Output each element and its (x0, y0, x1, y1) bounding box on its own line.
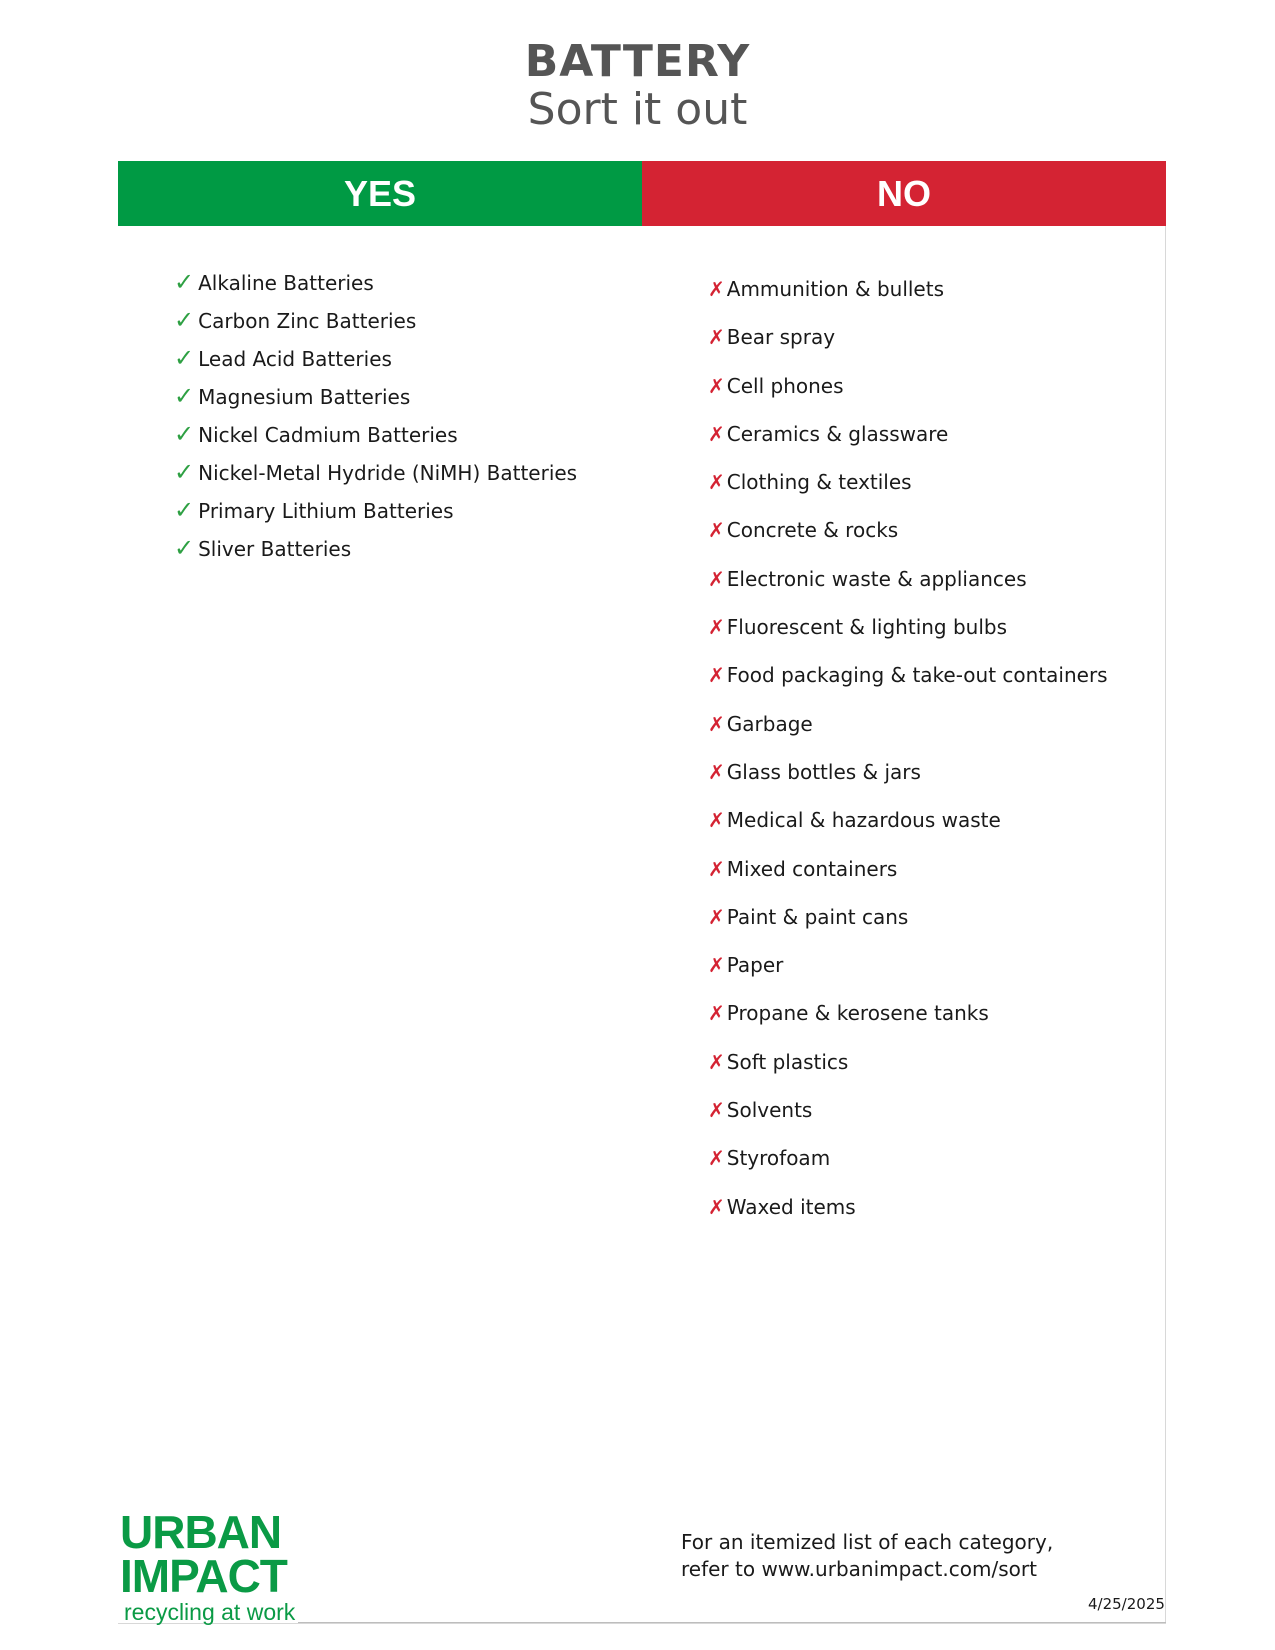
cross-icon: ✗ (708, 470, 725, 495)
no-list-item (708, 893, 1108, 941)
no-list-item (708, 555, 1108, 603)
checkmark-icon: ✓ (174, 306, 195, 334)
no-item-label: Mixed containers (726, 856, 898, 881)
no-list-item (708, 362, 1108, 410)
cross-icon: ✗ (708, 421, 725, 446)
yes-item-label: Lead Acid Batteries (198, 347, 392, 371)
cross-icon: ✗ (708, 1001, 725, 1026)
yes-list-item (174, 339, 577, 377)
no-list-item (708, 1134, 1108, 1182)
yes-list-item (174, 453, 577, 491)
yes-item-label: Sliver Batteries (198, 537, 352, 561)
cross-icon: ✗ (708, 615, 725, 640)
no-item-label: Styrofoam (726, 1146, 831, 1171)
yes-item-label: Primary Lithium Batteries (198, 499, 454, 523)
yes-item-label: Nickel Cadmium Batteries (198, 423, 458, 447)
no-list-item (708, 989, 1108, 1037)
cross-icon: ✗ (708, 759, 725, 784)
yes-item-label: Magnesium Batteries (198, 385, 411, 409)
checkmark-icon: ✓ (174, 344, 195, 372)
no-item-label: Cell phones (726, 373, 844, 398)
cross-icon: ✗ (708, 1194, 725, 1219)
logo-line-impact: IMPACT (120, 1550, 287, 1602)
cross-icon: ✗ (708, 711, 725, 736)
yes-item-label: Alkaline Batteries (198, 271, 374, 295)
no-item-label: Clothing & textiles (726, 470, 912, 495)
no-item-label: Soft plastics (726, 1049, 849, 1074)
urban-impact-logo (120, 1506, 300, 1626)
no-list-item (708, 603, 1108, 651)
checkmark-icon: ✓ (174, 382, 195, 410)
cross-icon: ✗ (708, 1098, 725, 1123)
no-list (708, 265, 1108, 1231)
cross-icon: ✗ (708, 856, 725, 881)
no-list-item (708, 845, 1108, 893)
checkmark-icon: ✓ (174, 268, 195, 296)
logo-line-urban: URBAN (120, 1506, 282, 1558)
yes-list-item (174, 415, 577, 453)
no-item-label: Paint & paint cans (726, 904, 909, 929)
yes-list-item (174, 377, 577, 415)
footer-date: 4/25/2025 (1088, 1595, 1165, 1613)
yes-item-label: Nickel-Metal Hydride (NiMH) Batteries (198, 461, 578, 485)
cross-icon: ✗ (708, 325, 725, 350)
logo-tagline: recycling at work (124, 1599, 296, 1625)
no-list-item (708, 458, 1108, 506)
yes-list-item (174, 529, 577, 567)
cross-icon: ✗ (708, 518, 725, 543)
no-item-label: Electronic waste & appliances (726, 566, 1027, 591)
no-list-item (708, 506, 1108, 554)
footer-note (681, 1529, 1053, 1583)
cross-icon: ✗ (708, 277, 725, 301)
no-list-item (708, 748, 1108, 796)
cross-icon: ✗ (708, 904, 725, 929)
cross-icon: ✗ (708, 373, 725, 398)
footer-note-line-1: For an itemized list of each category, (681, 1530, 1054, 1554)
cross-icon: ✗ (708, 663, 725, 688)
cross-icon: ✗ (708, 953, 725, 978)
checkmark-icon: ✓ (174, 458, 195, 486)
no-item-label: Solvents (726, 1098, 813, 1123)
no-list-item (708, 796, 1108, 844)
no-column-header: NO (642, 161, 1166, 226)
sort-card (118, 161, 1166, 1624)
no-item-label: Ceramics & glassware (726, 421, 949, 446)
checkmark-icon: ✓ (174, 420, 195, 448)
no-list-item (708, 651, 1108, 699)
no-item-label: Ammunition & bullets (726, 277, 944, 301)
checkmark-icon: ✓ (174, 496, 195, 524)
checkmark-icon: ✓ (174, 534, 195, 562)
no-list-item (708, 265, 1108, 313)
no-item-label: Garbage (726, 711, 813, 736)
cross-icon: ✗ (708, 1049, 725, 1074)
no-item-label: Medical & hazardous waste (726, 808, 1001, 833)
no-item-label: Food packaging & take-out containers (726, 663, 1108, 688)
no-item-label: Waxed items (726, 1194, 856, 1219)
footer-note-line-2: refer to www.urbanimpact.com/sort (681, 1557, 1037, 1581)
no-list-item (708, 313, 1108, 361)
no-item-label: Fluorescent & lighting bulbs (726, 615, 1008, 640)
no-list-item (708, 410, 1108, 458)
cross-icon: ✗ (708, 1146, 725, 1171)
no-list-item (708, 700, 1108, 748)
cross-icon: ✗ (708, 566, 725, 591)
footer-divider (298, 1622, 1166, 1623)
yes-list-item (174, 491, 577, 529)
yes-item-label: Carbon Zinc Batteries (198, 309, 417, 333)
no-item-label: Bear spray (726, 325, 836, 350)
no-item-label: Glass bottles & jars (726, 759, 921, 784)
yes-list (174, 263, 577, 567)
no-list-item (708, 1038, 1108, 1086)
cross-icon: ✗ (708, 808, 725, 833)
document-subtitle: Sort it out (527, 84, 748, 135)
yes-column-header: YES (118, 161, 642, 226)
no-item-label: Paper (726, 953, 784, 978)
no-list-item (708, 1183, 1108, 1231)
no-item-label: Propane & kerosene tanks (726, 1001, 989, 1026)
no-list-item (708, 1086, 1108, 1134)
no-list-item (708, 941, 1108, 989)
no-item-label: Concrete & rocks (726, 518, 899, 543)
document-title: BATTERY (524, 36, 751, 87)
yes-list-item (174, 301, 577, 339)
yes-list-item (174, 263, 577, 301)
